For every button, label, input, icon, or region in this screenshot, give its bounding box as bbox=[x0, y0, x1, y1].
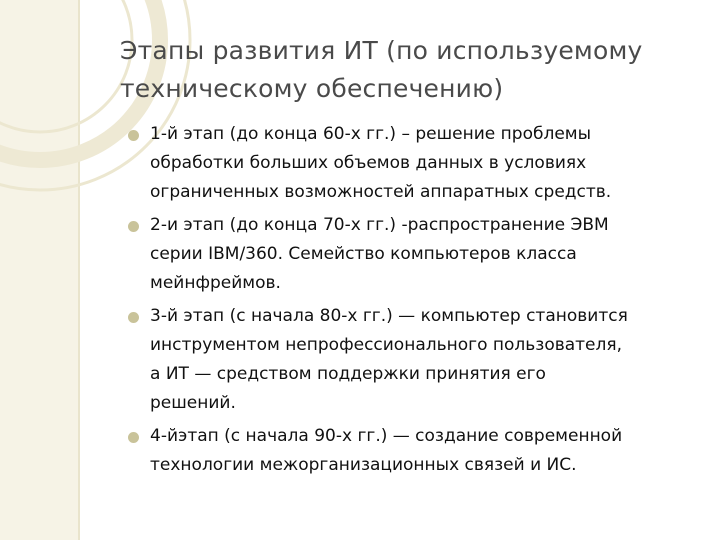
bullet-line: 2-и этап (до конца 70-х гг.) -распространение ЭВМ bbox=[150, 215, 609, 235]
bullet-line: мейнфреймов. bbox=[150, 273, 281, 293]
bullet-item bbox=[128, 302, 703, 418]
bullet-item bbox=[128, 422, 703, 480]
bullet-line: 3-й этап (с начала 80-х гг.) — компьютер становится bbox=[150, 306, 628, 326]
bullet-line: решений. bbox=[150, 393, 236, 413]
bullet-line: серии IBM/360. Семейство компьютеров класса bbox=[150, 244, 577, 264]
bullet-line: технологии межорганизационных связей и ИС. bbox=[150, 455, 577, 475]
bullet-text bbox=[150, 422, 703, 480]
bullet-marker bbox=[128, 432, 139, 443]
bullet-list bbox=[128, 120, 703, 484]
bullet-marker bbox=[128, 130, 139, 141]
deco-circle-inner bbox=[0, 0, 132, 132]
bullet-line: обработки больших объемов данных в условиях bbox=[150, 153, 587, 173]
bullet-item bbox=[128, 211, 703, 298]
bullet-line: а ИТ — средством поддержки принятия его bbox=[150, 364, 546, 384]
slide-title bbox=[120, 32, 700, 108]
bullet-text bbox=[150, 120, 703, 207]
bullet-line: 1-й этап (до конца 60-х гг.) – решение проблемы bbox=[150, 124, 592, 144]
bullet-line: 4-йэтап (с начала 90-х гг.) — создание современной bbox=[150, 426, 623, 446]
bullet-text bbox=[150, 302, 703, 418]
bullet-marker bbox=[128, 312, 139, 323]
bullet-line: ограниченных возможностей аппаратных средств. bbox=[150, 182, 612, 202]
bullet-text bbox=[150, 211, 703, 298]
slide-title-line: Этапы развития ИТ (по используемому bbox=[120, 36, 643, 65]
bullet-line: инструментом непрофессионального пользователя, bbox=[150, 335, 623, 355]
bullet-item bbox=[128, 120, 703, 207]
bullet-marker bbox=[128, 221, 139, 232]
slide-title-line: техническому обеспечению) bbox=[120, 74, 504, 103]
